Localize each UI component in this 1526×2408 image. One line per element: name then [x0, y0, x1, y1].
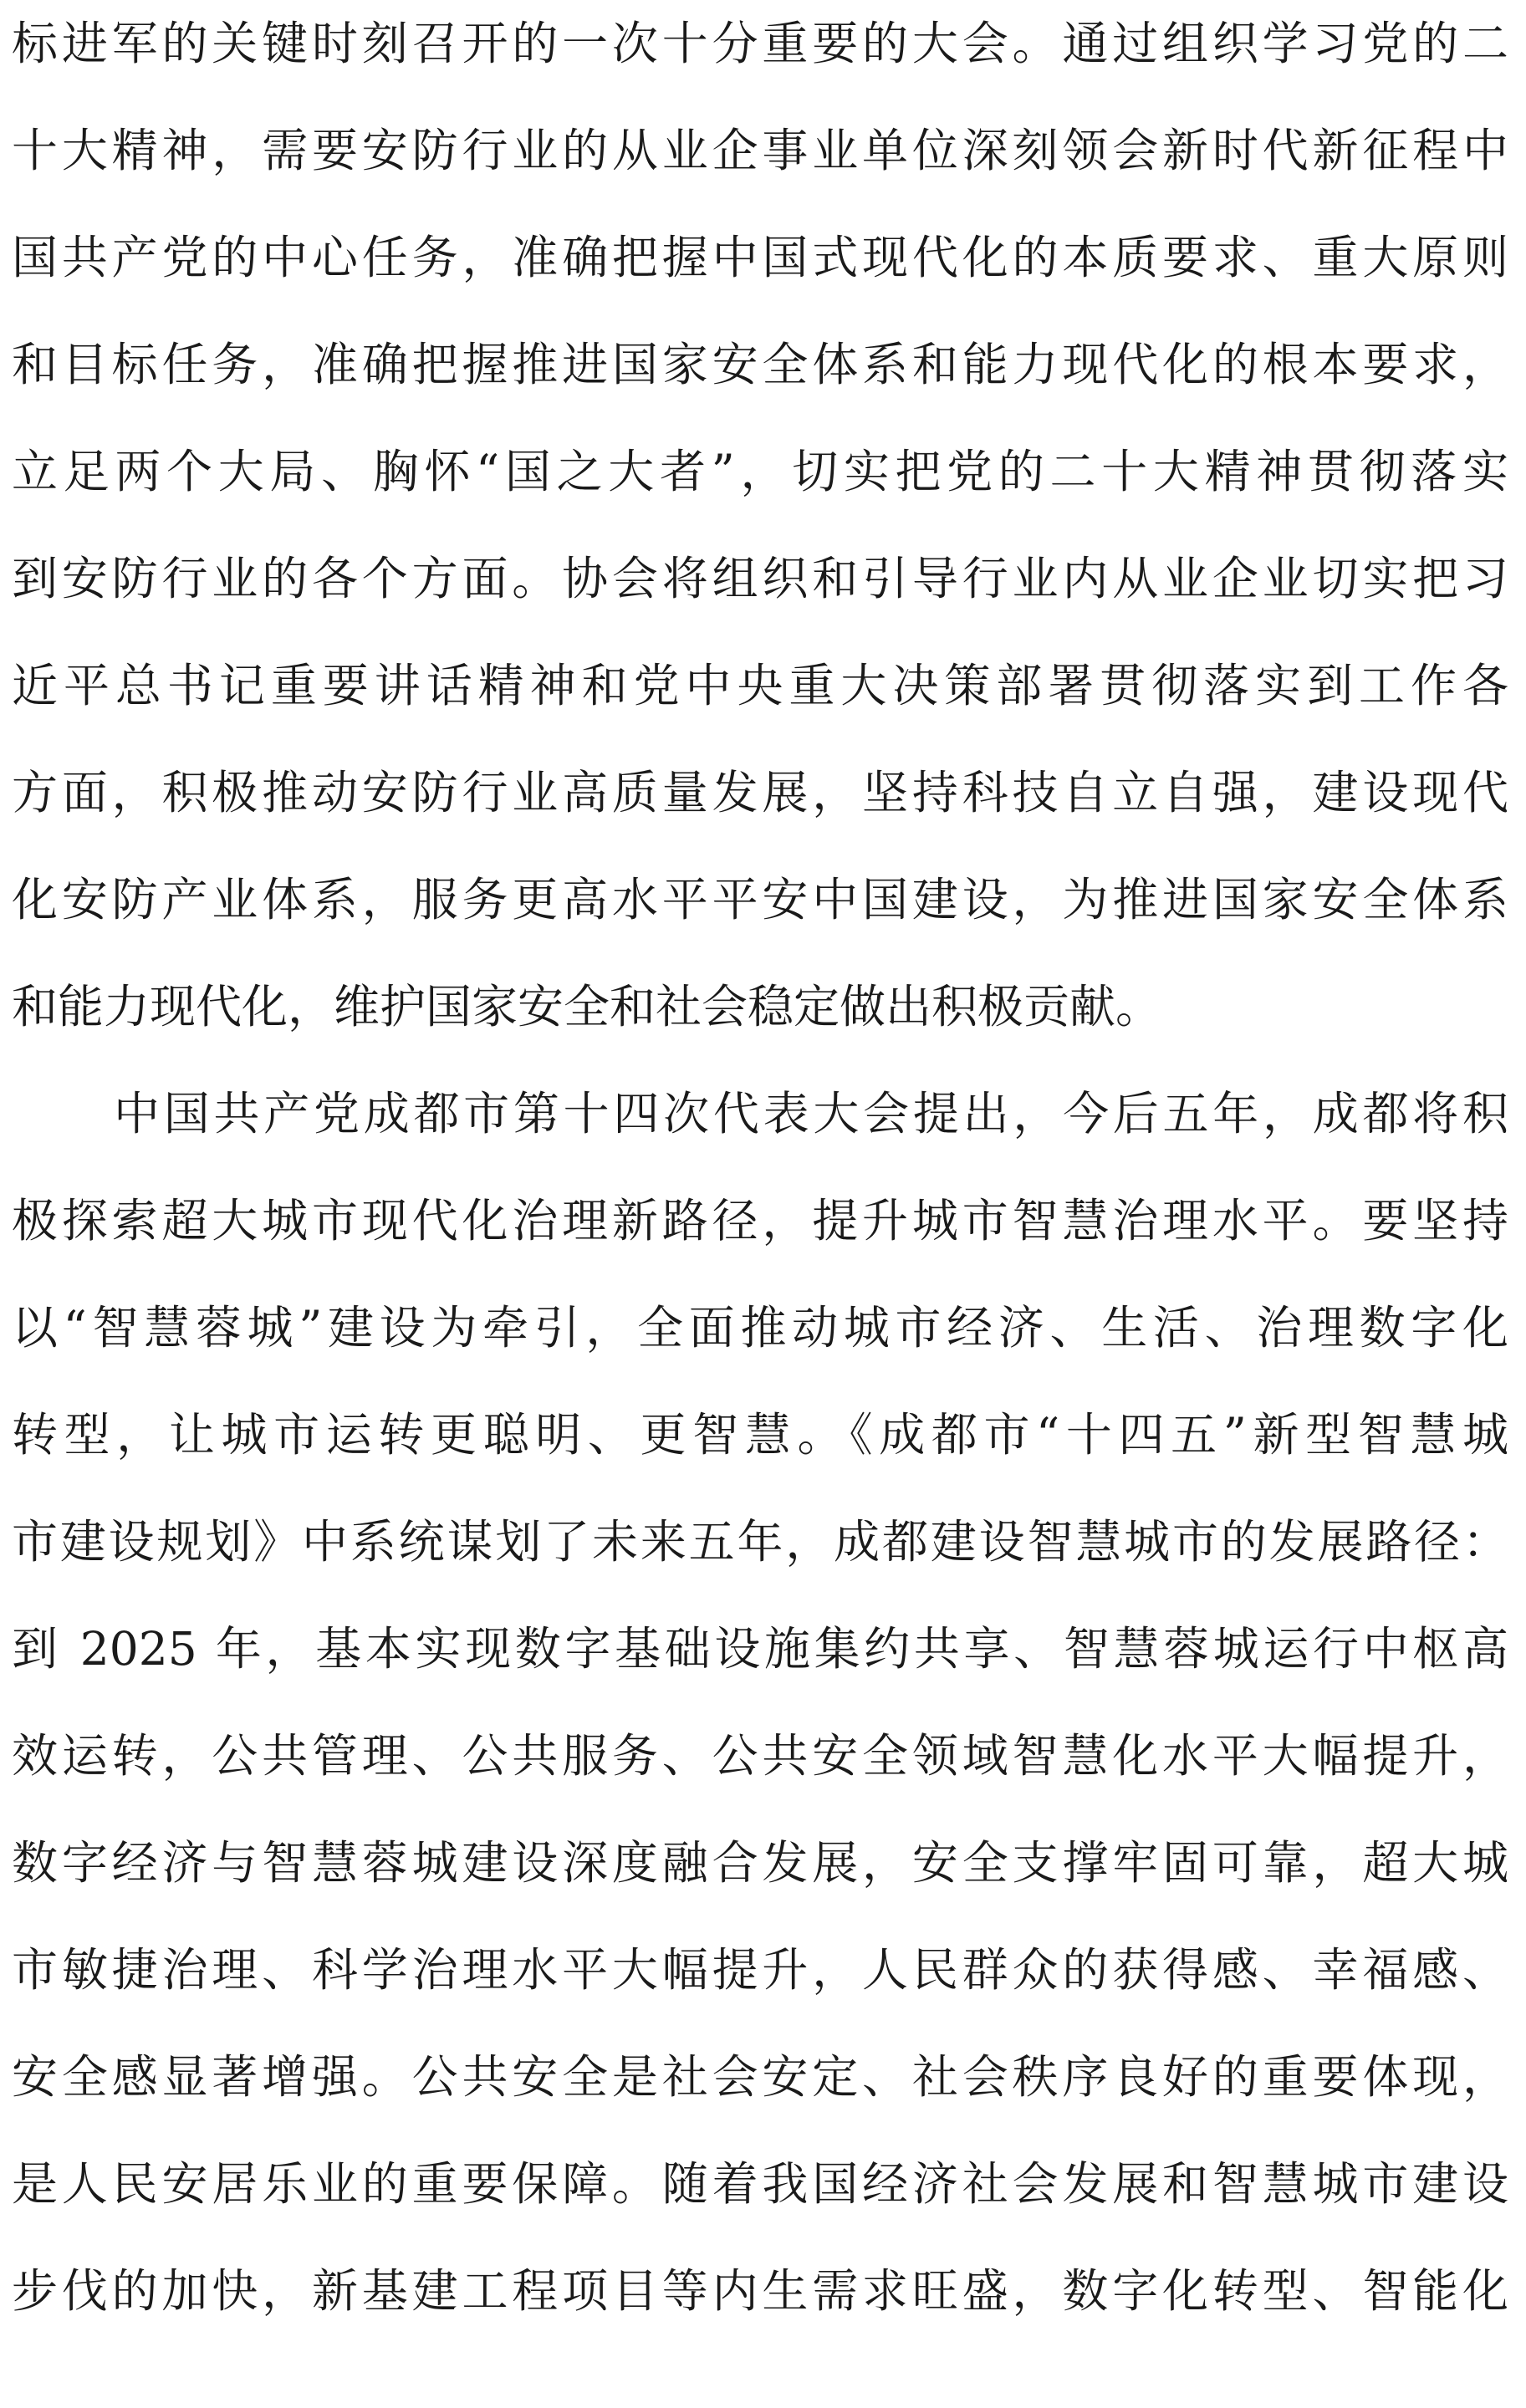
- text-line: 市建设规划》中系统谋划了未来五年，成都建设智慧城市的发展路径：: [12, 1515, 1508, 1569]
- text-line: 立足两个大局、胸怀“国之大者”，切实把党的二十大精神贯彻落实: [12, 445, 1508, 498]
- text-line: 和目标任务，准确把握推进国家安全体系和能力现代化的根本要求，: [12, 338, 1508, 391]
- text-line: 和能力现代化，维护国家安全和社会稳定做出积极贡献。: [12, 980, 1162, 1033]
- text-line: 极探索超大城市现代化治理新路径，提升城市智慧治理水平。要坚持: [12, 1194, 1508, 1247]
- text-line: 是人民安居乐业的重要保障。随着我国经济社会发展和智慧城市建设: [12, 2157, 1508, 2211]
- text-line: 化安防产业体系，服务更高水平平安中国建设，为推进国家安全体系: [12, 873, 1508, 926]
- text-line: 标进军的关键时刻召开的一次十分重要的大会。通过组织学习党的二: [12, 17, 1508, 70]
- text-line: 安全感显著增强。公共安全是社会安定、社会秩序良好的重要体现，: [12, 2050, 1508, 2104]
- text-line: 数字经济与智慧蓉城建设深度融合发展，安全支撑牢固可靠，超大城: [12, 1836, 1508, 1890]
- paragraph-first-line: 中国共产党成都市第十四次代表大会提出，今后五年，成都将积: [114, 1087, 1508, 1140]
- text-line: 国共产党的中心任务，准确把握中国式现代化的本质要求、重大原则: [12, 231, 1508, 284]
- text-line: 以“智慧蓉城”建设为牵引，全面推动城市经济、生活、治理数字化: [12, 1301, 1508, 1354]
- text-line: 效运转，公共管理、公共服务、公共安全领域智慧化水平大幅提升，: [12, 1729, 1508, 1783]
- text-line: 转型，让城市运转更聪明、更智慧。《成都市“十四五”新型智慧城: [12, 1408, 1508, 1462]
- text-line: 步伐的加快，新基建工程项目等内生需求旺盛，数字化转型、智能化: [12, 2264, 1508, 2318]
- text-line: 市敏捷治理、科学治理水平大幅提升，人民群众的获得感、幸福感、: [12, 1943, 1508, 1997]
- text-line: 十大精神，需要安防行业的从业企事业单位深刻领会新时代新征程中: [12, 124, 1508, 177]
- text-line: 到 2025 年，基本实现数字基础设施集约共享、智慧蓉城运行中枢高: [12, 1622, 1508, 1676]
- text-line: 到安防行业的各个方面。协会将组织和引导行业内从业企业切实把习: [12, 552, 1508, 605]
- text-line: 近平总书记重要讲话精神和党中央重大决策部署贯彻落实到工作各: [12, 659, 1508, 712]
- text-line: 方面，积极推动安防行业高质量发展，坚持科技自立自强，建设现代: [12, 766, 1508, 819]
